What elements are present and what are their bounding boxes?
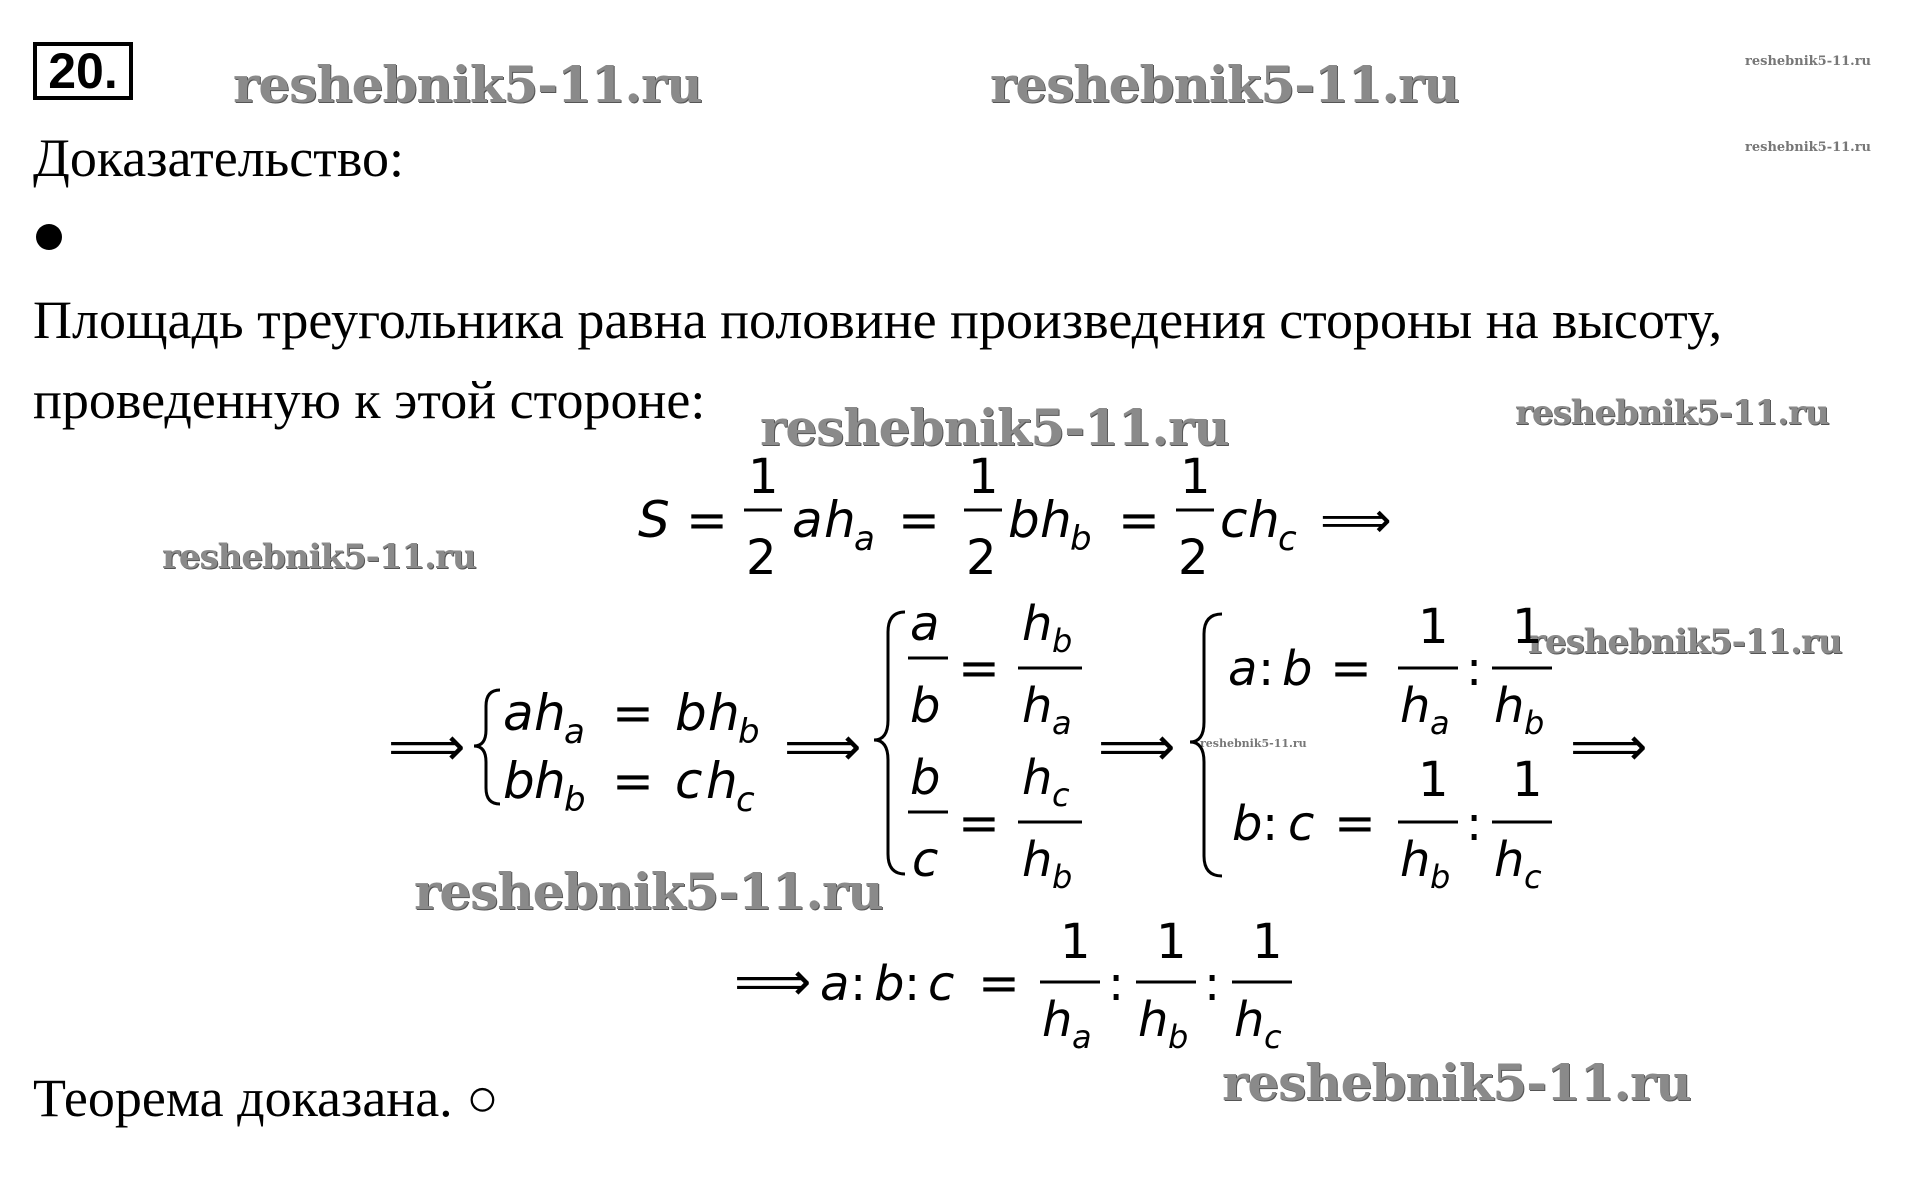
var-a: a	[820, 956, 850, 1012]
numerator-1: 1	[1156, 914, 1187, 970]
sub-b: b	[564, 780, 586, 820]
sub-b: b	[1430, 858, 1451, 896]
numerator-1: 1	[1060, 914, 1091, 970]
var-b: b	[503, 752, 535, 810]
denominator-2: 2	[1178, 530, 1209, 586]
numerator-1: 1	[1418, 752, 1449, 808]
problem-number: 20.	[33, 42, 133, 100]
sub-c: c	[736, 780, 755, 820]
sub-a: a	[1052, 704, 1072, 742]
implies-arrow: ⟹	[784, 715, 862, 778]
numerator-1: 1	[968, 449, 999, 505]
sub-a: a	[564, 712, 585, 752]
equals-sign: =	[898, 491, 940, 549]
var-b: b	[874, 956, 905, 1012]
watermark: reshebnik5-11.ru	[1745, 54, 1872, 69]
colon: :	[904, 956, 921, 1012]
var-h: h	[1400, 832, 1431, 888]
watermark: reshebnik5-11.ru	[990, 55, 1459, 114]
implies-arrow: ⟹	[1098, 715, 1176, 778]
denominator-2: 2	[966, 530, 997, 586]
var-h: h	[824, 491, 856, 549]
var-h: h	[706, 752, 738, 810]
colon: :	[1108, 956, 1125, 1012]
equals-sign: =	[958, 639, 1000, 697]
numerator-1: 1	[748, 449, 779, 505]
var-h: h	[1494, 832, 1525, 888]
var-h: h	[1022, 832, 1053, 888]
numerator-1: 1	[1252, 914, 1283, 970]
area-formula	[638, 449, 1392, 586]
var-h: h	[1040, 491, 1072, 549]
sub-b: b	[738, 712, 760, 752]
watermark: reshebnik5-11.ru	[760, 398, 1229, 457]
var-a: a	[792, 491, 823, 549]
sub-b: b	[1070, 519, 1092, 559]
var-a: a	[1228, 641, 1258, 697]
watermark: reshebnik5-11.ru	[162, 537, 476, 577]
var-h: h	[1138, 992, 1169, 1048]
var-h: h	[1022, 750, 1053, 806]
numerator-1: 1	[1180, 449, 1211, 505]
equals-sign: =	[978, 954, 1020, 1012]
sub-a: a	[854, 519, 875, 559]
implies-arrow: ⟹	[1570, 715, 1648, 778]
var-h: h	[708, 684, 740, 742]
sub-a: a	[1072, 1018, 1092, 1056]
watermark: reshebnik5-11.ru	[1200, 737, 1307, 750]
equals-sign: =	[686, 491, 728, 549]
implies-arrow: ⟹	[1320, 491, 1392, 549]
sub-c: c	[1524, 858, 1542, 896]
equals-sign: =	[1334, 794, 1376, 852]
conclusion: Теорема доказана. ○	[33, 1068, 499, 1128]
var-a: a	[503, 684, 534, 742]
area-statement-line1: Площадь треугольника равна половине произведения стороны на высоту,	[33, 290, 1723, 350]
colon: :	[1466, 641, 1483, 697]
watermark: reshebnik5-11.ru	[414, 862, 883, 921]
colon: :	[850, 956, 867, 1012]
final-ratio	[734, 914, 1292, 1056]
watermark: reshebnik5-11.ru	[1528, 622, 1842, 662]
sub-c: c	[1264, 1018, 1282, 1056]
var-h: h	[1022, 678, 1053, 734]
var-h: h	[1248, 491, 1280, 549]
colon: :	[1262, 796, 1279, 852]
var-b: b	[1008, 491, 1040, 549]
var-c: c	[928, 956, 955, 1012]
equals-sign: =	[612, 752, 654, 810]
left-brace	[874, 612, 905, 874]
var-h: h	[1400, 678, 1431, 734]
equals-sign: =	[1118, 491, 1160, 549]
var-b: b	[675, 684, 707, 742]
var-b: b	[1232, 796, 1263, 852]
sub-b: b	[1524, 704, 1545, 742]
var-h: h	[1042, 992, 1073, 1048]
sub-b: b	[1052, 858, 1073, 896]
var-b: b	[910, 750, 941, 806]
watermark: reshebnik5-11.ru	[233, 55, 702, 114]
watermark: reshebnik5-11.ru	[1222, 1053, 1691, 1112]
var-c: c	[675, 752, 703, 810]
var-h: h	[1022, 596, 1053, 652]
sub-a: a	[1430, 704, 1450, 742]
system-equations	[388, 596, 1647, 896]
numerator-1: 1	[1418, 599, 1449, 655]
equals-sign: =	[612, 684, 654, 742]
implies-arrow: ⟹	[734, 950, 812, 1013]
watermark: reshebnik5-11.ru	[1745, 140, 1872, 155]
var-h: h	[1234, 992, 1265, 1048]
left-brace	[474, 690, 500, 804]
var-b: b	[1282, 641, 1313, 697]
var-b: b	[910, 678, 941, 734]
var-c: c	[1220, 491, 1248, 549]
equals-sign: =	[958, 794, 1000, 852]
denominator-2: 2	[746, 530, 777, 586]
var-a: a	[910, 596, 940, 652]
var-c: c	[1288, 796, 1315, 852]
var-c: c	[912, 832, 939, 888]
var-h: h	[1494, 678, 1525, 734]
implies-arrow: ⟹	[388, 715, 466, 778]
sub-c: c	[1278, 519, 1297, 559]
colon: :	[1258, 641, 1275, 697]
watermark: reshebnik5-11.ru	[1515, 393, 1829, 433]
numerator-1: 1	[1512, 599, 1543, 655]
proof-heading: Доказательство:	[33, 128, 404, 188]
colon: :	[1204, 956, 1221, 1012]
sub-c: c	[1052, 776, 1070, 814]
numerator-1: 1	[1512, 752, 1543, 808]
equals-sign: =	[1330, 639, 1372, 697]
area-statement-line2: проведенную к этой стороне:	[33, 370, 706, 430]
sub-b: b	[1168, 1018, 1189, 1056]
colon: :	[1466, 796, 1483, 852]
sub-b: b	[1052, 622, 1073, 660]
var-h: h	[534, 752, 566, 810]
var-S: S	[638, 491, 670, 549]
var-h: h	[534, 684, 566, 742]
left-brace	[1190, 614, 1222, 876]
